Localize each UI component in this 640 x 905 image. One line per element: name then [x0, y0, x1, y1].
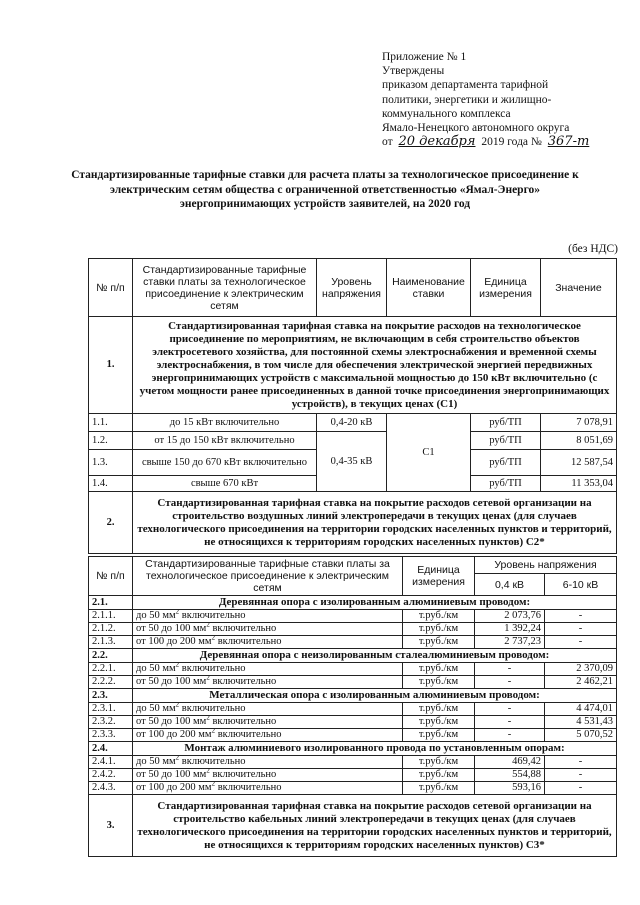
row-num: 2.3.3.	[89, 729, 133, 742]
row-value-04: 593,16	[475, 782, 545, 795]
vat-note: (без НДС)	[568, 243, 618, 255]
approval-line: политики, энергетики и жилищно-	[382, 93, 552, 106]
header-unit: Единица измерения	[403, 557, 475, 596]
section-heading: Стандартизированная тарифная ставка на покрытие расходов на технологическое присоединение по мероприятиям, не включающим в себя строительство объектов электросетевого хозяйства, для постоянной схемы электроснабжения и временной схемы электроснабжения, в том числе для обеспечения электрической энергией передвижных энергопринимающих устройств с максимальной мощностью до 150 кВт включительно (с учетом мощности ранее присоединенных в данной точке присоединения энергопринимающих устройств), в текущих ценах (С1)	[133, 317, 617, 414]
row-value-04: 2 073,76	[475, 610, 545, 623]
row-unit: т.руб./км	[403, 676, 475, 689]
row-unit: руб/ТП	[471, 432, 541, 450]
row-name: от 50 до 100 $мм^2$ включительно	[133, 676, 403, 689]
row-value-610: -	[545, 756, 617, 769]
row-num: 2.1.1.	[89, 610, 133, 623]
row-num: 2.2.1.	[89, 663, 133, 676]
row-voltage: 0,4-35 кВ	[317, 432, 387, 492]
row-value-610: 4 531,43	[545, 716, 617, 729]
approval-line: коммунального комплекса	[382, 107, 511, 120]
table-row	[89, 782, 617, 795]
row-value-610: -	[545, 610, 617, 623]
row-unit: руб/ТП	[471, 414, 541, 432]
row-unit: т.руб./км	[403, 769, 475, 782]
row-value-04: 2 737,23	[475, 636, 545, 649]
group-title: Металлическая опора с изолированным алюминиевым проводом:	[133, 689, 617, 703]
row-name: свыше 670 кВт	[133, 476, 317, 492]
header-rate-desc: Стандартизированные тарифные ставки платы за технологическое присоединение к электрическим сетям	[133, 557, 403, 596]
tariff-table-2	[88, 556, 617, 857]
handwritten-date: 20 декабря	[398, 134, 476, 150]
row-num: 2.2.2.	[89, 676, 133, 689]
header-voltage-04: 0,4 кВ	[475, 574, 545, 596]
row-name: от 50 до 100 $мм^2$ включительно	[133, 623, 403, 636]
row-name: до 50 $мм^2$ включительно	[133, 610, 403, 623]
header-voltage-level: Уровень напряжения	[475, 557, 617, 574]
row-value-04: -	[475, 729, 545, 742]
header-unit: Единица измерения	[471, 259, 541, 317]
group-num: 2.4.	[89, 742, 133, 756]
header-rate-desc: Стандартизированные тарифные ставки платы за технологическое присоединение к электрическим сетям	[133, 259, 317, 317]
table-row	[89, 636, 617, 649]
row-name: от 100 до 200 $мм^2$ включительно	[133, 636, 403, 649]
handwritten-number: 367-т	[547, 134, 590, 150]
section-num: 1.	[89, 317, 133, 414]
row-unit: т.руб./км	[403, 782, 475, 795]
table-row	[89, 610, 617, 623]
row-value: 8 051,69	[541, 432, 617, 450]
row-unit: т.руб./км	[403, 636, 475, 649]
header-num: № п/п	[89, 259, 133, 317]
approved-label: Утверждены	[382, 65, 445, 78]
section-heading: Стандартизированная тарифная ставка на покрытие расходов сетевой организации на строительство кабельных линий электропередачи в текущих ценах (для случаев технологического присоединения на территории городских населенных пунктов и территорий, не относящихся к территориям городских населенных пунктов) С3*	[133, 795, 617, 857]
row-value-610: -	[545, 782, 617, 795]
row-name: от 15 до 150 кВт включительно	[133, 432, 317, 450]
row-name: от 50 до 100 $мм^2$ включительно	[133, 769, 403, 782]
row-name: до 15 кВт включительно	[133, 414, 317, 432]
row-value: 11 353,04	[541, 476, 617, 492]
approval-line: приказом департамента тарифной	[382, 79, 549, 92]
row-num: 2.4.1.	[89, 756, 133, 769]
header-voltage: Уровень напряжения	[317, 259, 387, 317]
row-num: 2.3.1.	[89, 703, 133, 716]
row-num: 1.4.	[89, 476, 133, 492]
header-voltage-610: 6-10 кВ	[545, 574, 617, 596]
row-name: до 50 $мм^2$ включительно	[133, 756, 403, 769]
row-value: 7 078,91	[541, 414, 617, 432]
row-num: 1.2.	[89, 432, 133, 450]
row-num: 1.3.	[89, 450, 133, 476]
row-value-610: 5 070,52	[545, 729, 617, 742]
row-name: свыше 150 до 670 кВт включительно	[133, 450, 317, 476]
row-num: 2.1.2.	[89, 623, 133, 636]
row-value-610: 4 474,01	[545, 703, 617, 716]
group-title: Деревянная опора с неизолированным сталеалюминиевым проводом:	[133, 649, 617, 663]
row-num: 2.4.3.	[89, 782, 133, 795]
table-row	[89, 729, 617, 742]
row-name: от 100 до 200 $мм^2$ включительно	[133, 782, 403, 795]
row-value-04: 1 392,24	[475, 623, 545, 636]
row-value-04: 469,42	[475, 756, 545, 769]
tariff-table-1	[88, 258, 617, 554]
header-value: Значение	[541, 259, 617, 317]
group-num: 2.2.	[89, 649, 133, 663]
year-text: 2019 года №	[481, 136, 542, 149]
row-value-610: -	[545, 636, 617, 649]
table-row	[89, 663, 617, 676]
table-row	[89, 623, 617, 636]
row-unit: т.руб./км	[403, 756, 475, 769]
table-row	[89, 432, 617, 450]
row-name: до 50 $мм^2$ включительно	[133, 703, 403, 716]
row-value-610: -	[545, 769, 617, 782]
row-value: 12 587,54	[541, 450, 617, 476]
group-title: Деревянная опора с изолированным алюминиевым проводом:	[133, 596, 617, 610]
group-num: 2.3.	[89, 689, 133, 703]
table-row	[89, 716, 617, 729]
row-unit: т.руб./км	[403, 703, 475, 716]
row-unit: руб/ТП	[471, 476, 541, 492]
row-unit: т.руб./км	[403, 729, 475, 742]
row-value-04: -	[475, 716, 545, 729]
document-title: Стандартизированные тарифные ставки для расчета платы за технологическое присоединение к электрическим сетям общества с ограниченной ответственностью «Ямал-Энерго» энергопринимающих устройств заявителей, на 2020 год	[71, 169, 579, 210]
table-row	[89, 414, 617, 432]
approval-block	[382, 50, 622, 149]
row-unit: т.руб./км	[403, 623, 475, 636]
section-num: 3.	[89, 795, 133, 857]
appendix-label: Приложение № 1	[382, 51, 467, 63]
row-unit: т.руб./км	[403, 716, 475, 729]
row-value-610: -	[545, 623, 617, 636]
row-value-04: -	[475, 676, 545, 689]
group-title: Монтаж алюминиевого изолированного провода по установленным опорам:	[133, 742, 617, 756]
section-heading: Стандартизированная тарифная ставка на покрытие расходов сетевой организации на строительство воздушных линий электропередачи в текущих ценах (для случаев технологического присоединения на территории городских населенных пунктов и территорий, не относящихся к территориям городских населенных пунктов) С2*	[133, 492, 617, 554]
row-name: от 50 до 100 $мм^2$ включительно	[133, 716, 403, 729]
table-row	[89, 703, 617, 716]
from-word: от	[382, 136, 393, 149]
row-voltage: 0,4-20 кВ	[317, 414, 387, 432]
row-name: от 100 до 200 $мм^2$ включительно	[133, 729, 403, 742]
row-value-04: 554,88	[475, 769, 545, 782]
header-num: № п/п	[89, 557, 133, 596]
table-row	[89, 676, 617, 689]
row-num: 1.1.	[89, 414, 133, 432]
row-num: 2.3.2.	[89, 716, 133, 729]
row-unit: т.руб./км	[403, 610, 475, 623]
approval-date-line	[382, 135, 622, 149]
row-num: 2.1.3.	[89, 636, 133, 649]
rate-name-cell: С1	[387, 414, 471, 492]
row-name: до 50 $мм^2$ включительно	[133, 663, 403, 676]
row-value-610: 2 462,21	[545, 676, 617, 689]
table-row	[89, 756, 617, 769]
header-rate-name: Наименование ставки	[387, 259, 471, 317]
section-num: 2.	[89, 492, 133, 554]
row-value-04: -	[475, 663, 545, 676]
approval-line: Ямало-Ненецкого автономного округа	[382, 122, 570, 135]
group-num: 2.1.	[89, 596, 133, 610]
row-value-610: 2 370,09	[545, 663, 617, 676]
row-unit: руб/ТП	[471, 450, 541, 476]
row-value-04: -	[475, 703, 545, 716]
table-row	[89, 769, 617, 782]
row-num: 2.4.2.	[89, 769, 133, 782]
row-unit: т.руб./км	[403, 663, 475, 676]
